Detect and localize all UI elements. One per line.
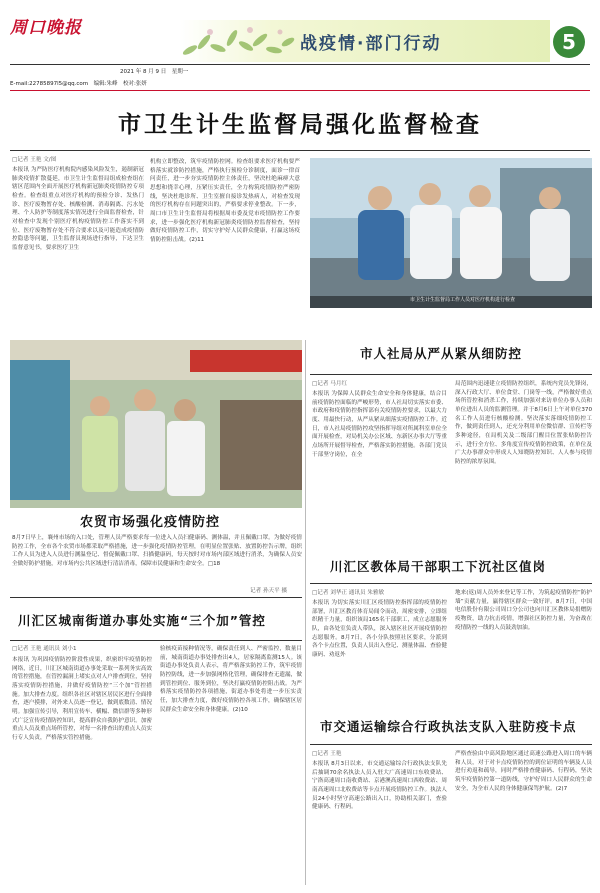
divider	[310, 583, 592, 584]
divider	[310, 744, 592, 745]
byline: 记者 孙天平 摄	[250, 588, 288, 594]
article-column: 本报讯 为保障人民群众生命安全和身体健康，结合目前疫情防控面临的严峻形势，市人社局切实落实市委、市政府和疫情防控指挥部有关疫情防控要求，以最大力度、用最快行动，从严从紧从细落实疫情防控工作。近日，市人社局疫情防控攻坚指挥导组对所属科室单位全面开展检查，对局机关办公区域、东新区办事大厅等重点场所开展督导检查，严格落实防控措施。各部门党员干部坚守岗位，在全	[312, 391, 447, 458]
market-temperature-check-photo	[10, 340, 302, 508]
article-headline: 川汇区教体局干部职工下沉社区值岗	[330, 559, 547, 574]
newspaper-logo: 周口晚报	[10, 18, 82, 38]
byline: □记者 王艳	[312, 751, 342, 757]
article-column: 机构立即整改，筑牢疫情防控网。检查组要求医疗机构要严格落实就诊防控措施，严格执行预检分诊制度，面诊一律首问责任，进一步夯实疫情防控主体责任，坚决杜绝麻痹大意思想和侥幸心理，压紧压实责任，全力构筑疫情防控严密防线，坚决杜绝诊所、卫生室擅自接诊发热病人，对检查发现的医疗机构存在问题突出的，严格要求停业整改。下一步，周口市卫生计生监督局将根据周市委及党市疫情防控工作要求，进一步强化医疗机构新冠肺炎疫情防控监督检查，坚持做好疫情防控工作，切实守护好人民群众健康，打赢这场疫情防控阻击战。(2)11	[150, 159, 300, 243]
article-headline: 市交通运输综合行政执法支队入驻防疫卡点	[320, 719, 577, 734]
article-headline: 农贸市场强化疫情防控	[80, 515, 221, 530]
divider	[10, 90, 590, 91]
article-body: 8月7日早上，襄州市场的入口处，管理人员严格要求每一位进入人员扫健康码、测体温，并且佩戴口罩。为做好疫情防控工作，全市各个农贸市场都采取严格措施，进一步强化疫情防控管理，在明显位置张贴、放置防控告示牌，组织工作人员为进入人员进行测温登记、督促佩戴口罩、扫描健康码，每天按时对市场内部区域进行消杀，为确保人员安全做好防护措施，对市场内公共区域进行清洁消毒，保障市民健康和生命安全。□18	[12, 535, 302, 567]
section-title: 战疫情·部门行动	[300, 34, 442, 54]
divider	[10, 150, 590, 151]
main-headline: 市卫生计生监督局强化监督检查	[118, 112, 482, 138]
byline: □记者 刘华正 通讯员 朱雅敏	[312, 590, 385, 596]
article-column: 本报讯 为切实落实川汇区疫情防控指挥部的疫情防控部署，川汇区教育体育局闻令而动，周密安排，立即组织精干力量，组织该局165名干部职工，成立志愿服务队，由各处室负责人带队，深入辖区社区开展疫情防控志愿服务。8月7日，各小分队按照社区要求，分派到各个卡点位置，负责人员出入登记、测量体温、查验健康码、劝返外	[312, 600, 447, 658]
article-column: 本报讯 为巩固疫情防控阶段性成果，织密织牢疫情防控网络，近日，川汇区城南街道办事处采取一系列务实高效的管控措施，在管控漏洞上堵实点对人户排查到位，坚持落实疫情防控措施，并做好疫情防控“三个加”管控措施。加大排查力度。组织各社区对辖区居民区进行全面排查，逐户摸排，对外来人员逐一登记，做到底数清、情况明。加强宣传引导，利用宣传车、横幅、微信群等多种形式广泛宣传疫情防控知识，提高群众自我防护意识。加密重点人员及重点场所管控，对每一名排查出的重点人员实行专人负责，严格落实管控措施。	[12, 657, 152, 741]
page-number: 5	[553, 26, 585, 58]
byline: □记者 王艳 通讯员 刘小1	[12, 646, 77, 652]
article-column: 局范围内迅速建立疫情防控组织，系统内党员先锋岗，深入行政大厅、单位食堂、门岗等一线，严格做好重点场所管控和消杀工作，持续加强对来访单位办事人员和单位进出人员的监测管理。并于8月6日上午对单位370名工作人员进行核酸检测。坚决落实落细疫情防控工作，做到责任到人，还充分利用单位微信群、宣传栏等多种途径，在局机关及二级部门醒目位置张贴防控告示，进行全方位、多角度宣传疫情防控政策，在单位及广大办事群众中形成人人知晓防控知识、人人参与疫情防控的浓厚氛围。	[455, 381, 592, 465]
article-headline: 川汇区城南街道办事处实施“三个加”管控	[18, 613, 266, 628]
column-divider	[305, 340, 306, 885]
article-column: 严格查验由中高风险地区通过高速公路进入周口的车辆和人员，对于对卡点疫情防控的到位证明的车辆及人员进行劝返和疏导，同时严格排查健康码、行程码，坚决筑牢疫情防控第一道防线，守护好周口人民群众的生命安全，为全市人民的身体健康保驾护航。(2)7	[455, 751, 592, 792]
divider	[10, 597, 302, 598]
article-column: 本报讯 8月3日以来，市交通运输综合行政执法支队先后抽调70余名执法人员入驻大广高速周口东收费站、宁洛高速周口南收费站、京港澳高速周口西收费站、周南高速周口北收费站等卡点开展疫情防控工作。执法人员24小时坚守高速公路出入口，协助相关部门，查验健康码、行程码。	[312, 761, 447, 811]
divider	[310, 374, 592, 375]
divider	[10, 640, 302, 641]
byline: □记者 王艳 文/图	[12, 157, 57, 163]
divider	[10, 64, 590, 65]
photo-caption: 市卫生计生监督局工作人员对医疗机构进行检查	[410, 297, 516, 303]
article-column: 本报讯 为严防医疗机构院内感染风险发生，遏制新冠肺炎疫情扩散蔓延，市卫生计生监督局组成检查组在辖区范围内全面开展医疗机构新冠肺炎疫情防控专项检查。检查组重点对医疗机构的预检分诊、发热门诊、医疗废物暂存处、核酸检测、消毒隔离、污水处理、个人防护等制度落实情况进行全面监督检查，针对检查中发现个别医疗机构疫情防控工作落实不到位、医疗废物暂存处不符合要求以及可能造成疫情防控隐患等问题，卫生监督员现场进行指导，下达卫生监督意见书，要求医疗卫生	[12, 167, 144, 251]
article-headline: 市人社局从严从紧从细防控	[360, 346, 523, 361]
article-column: 验核疫苗接种情况等，确保责任到人、严密监控，数量目前，城南街道办事处排查出4人，居家隔离监测15人。该街道办事处负责人表示，将严格落实防控工作，筑牢疫情防控防线，进一步加强网格化管理，确保排查无遗漏，做到管控到位、服务到位，坚决打赢疫情防控阻击战。为严格落实疫情防控各项措施，街道办事处将进一步压实责任，加大排查力度，做好疫情防控各项工作，确保辖区居民群众生命安全和身体健康。(2)10	[160, 646, 302, 713]
byline: □记者 马月红	[312, 381, 348, 387]
contact-email: E-mail:22785897l5@qq.com 编辑:朱峰 校对:张妍	[10, 81, 147, 87]
health-inspection-photo	[310, 158, 592, 308]
issue-date: 2021 年 8 月 9 日 星期一	[120, 69, 189, 75]
article-column: 地来(返)周人员外来登记等工作，为筑起疫情防控“防护墙”贡献力量，赢得辖区群众一致好评。8月7日，中国电信股份有限公司周口分公司也向川汇区教体局捐赠防疫物资，助力抗击疫情，增强社区防控力量，为奋战在疫情防控一线的人员鼓劲加油。	[455, 590, 592, 631]
